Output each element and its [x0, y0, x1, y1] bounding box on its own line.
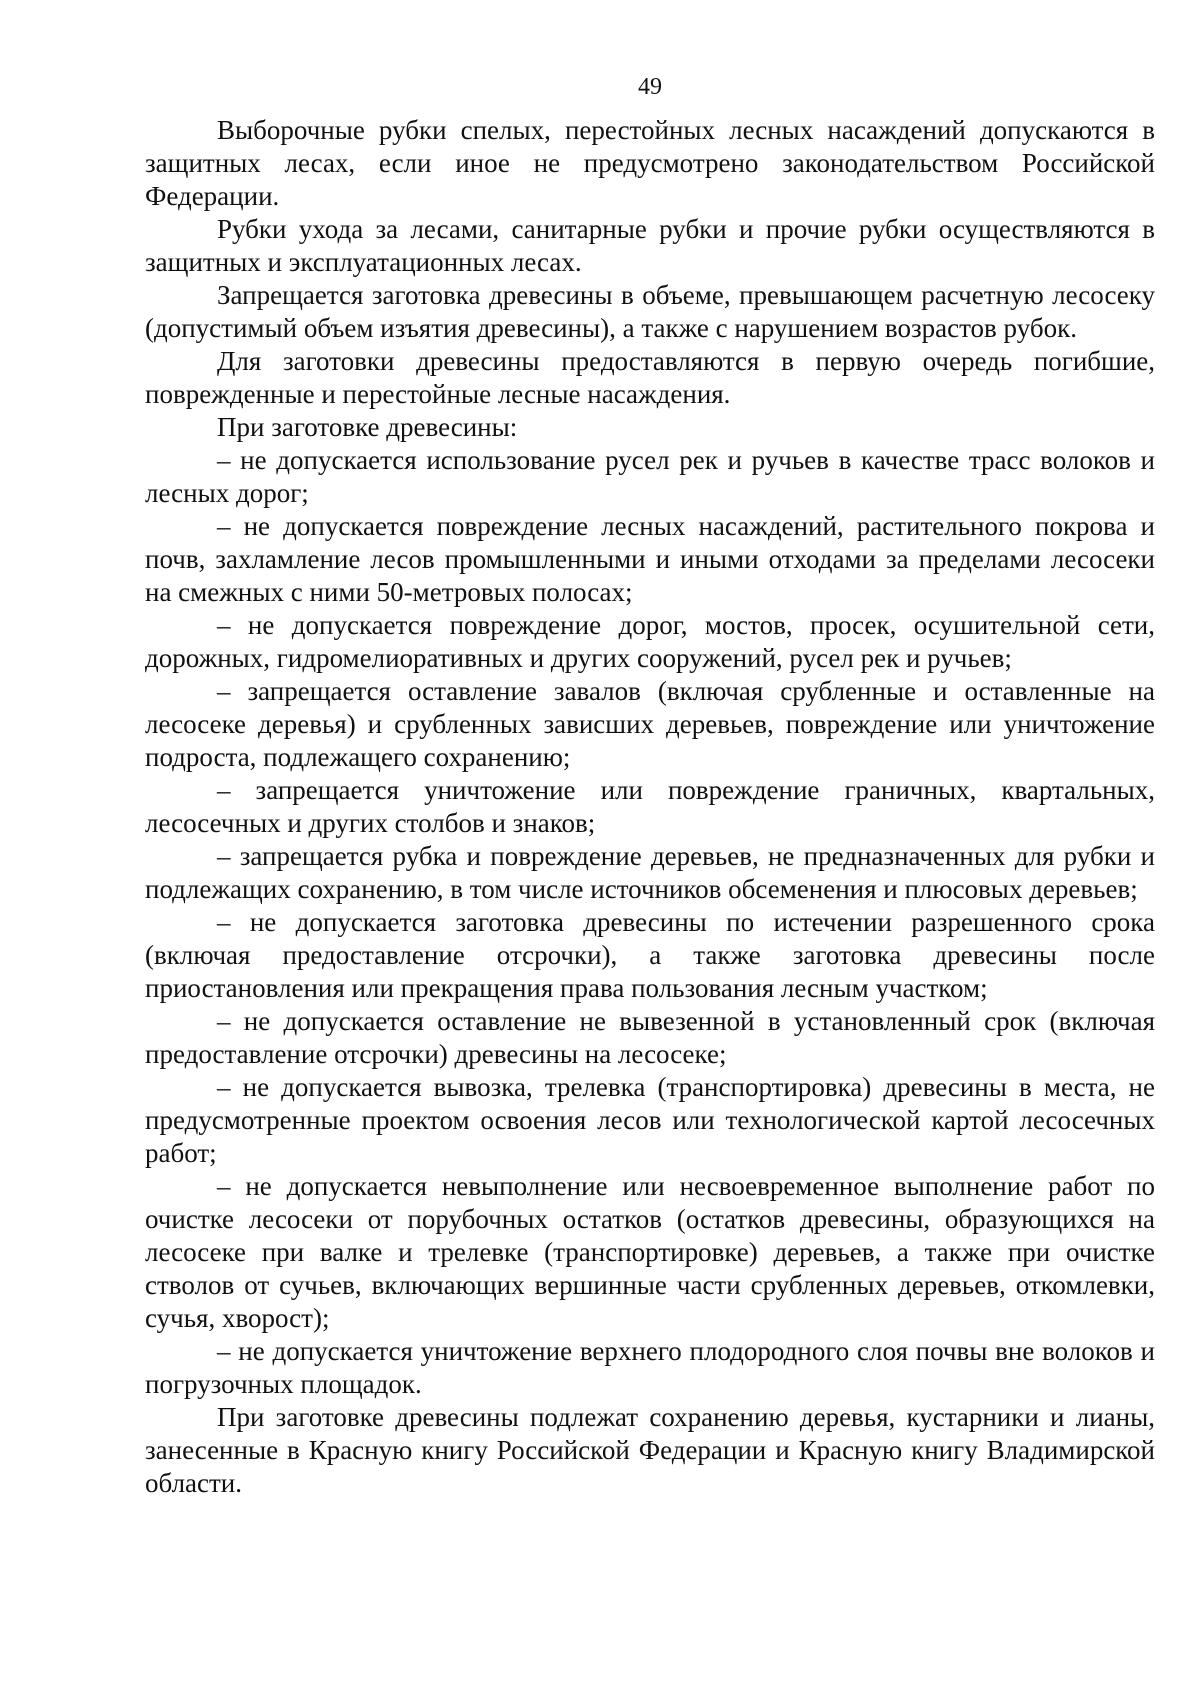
list-item: – не допускается повреждение лесных насаждений, растительного покрова и почв, захламление лесов промышленными и иными отходами за пределами лесосеки на смежных с ними 50-метровых полосах;	[145, 511, 1155, 607]
list-item: – не допускается невыполнение или несвоевременное выполнение работ по очистке лесосеки от порубочных остатков (остатков древесины, образующихся на лесосеке при валке и трелевке (транспортировке) деревьев, а также при очистке стволов от сучьев, включающих вершинные части срубленных деревьев, откомлевки, сучья, хворост);	[145, 1171, 1155, 1333]
list-item: – не допускается оставление не вывезенной в установленный срок (включая предоставление отсрочки) древесины на лесосеке;	[145, 1006, 1155, 1069]
list-item: – не допускается повреждение дорог, мостов, просек, осушительной сети, дорожных, гидромелиоративных и других сооружений, русел рек и ручьев;	[145, 610, 1155, 673]
paragraph: При заготовке древесины подлежат сохранению деревья, кустарники и лианы, занесенные в Красную книгу Российской Федерации и Красную книгу Владимирской области.	[145, 1402, 1155, 1498]
list-item: – запрещается оставление завалов (включая срубленные и оставленные на лесосеке деревья) и срубленных зависших деревьев, повреждение или уничтожение подроста, подлежащего сохранению;	[145, 676, 1155, 772]
list-item: – не допускается вывозка, трелевка (транспортировка) древесины в места, не предусмотренные проектом освоения лесов или технологической картой лесосечных работ;	[145, 1072, 1155, 1168]
page-number: 49	[638, 74, 662, 100]
list-item: – не допускается использование русел рек и ручьев в качестве трасс волоков и лесных дорог;	[145, 445, 1155, 508]
paragraph: Запрещается заготовка древесины в объеме, превышающем расчетную лесосеку (допустимый объем изъятия древесины), а также с нарушением возрастов рубок.	[145, 280, 1155, 343]
paragraph: Для заготовки древесины предоставляются в первую очередь погибшие, поврежденные и перестойные лесные насаждения.	[145, 346, 1155, 409]
document-body	[145, 114, 1155, 1500]
list-item: – не допускается уничтожение верхнего плодородного слоя почвы вне волоков и погрузочных площадок.	[145, 1336, 1155, 1399]
list-item: – запрещается уничтожение или повреждение граничных, квартальных, лесосечных и других столбов и знаков;	[145, 775, 1155, 838]
paragraph: При заготовке древесины:	[217, 412, 518, 442]
list-item: – не допускается заготовка древесины по истечении разрешенного срока (включая предоставление отсрочки), а также заготовка древесины после приостановления или прекращения права пользования лесным участком;	[145, 907, 1155, 1003]
paragraph: Рубки ухода за лесами, санитарные рубки и прочие рубки осуществляются в защитных и эксплуатационных лесах.	[145, 214, 1155, 277]
paragraph: Выборочные рубки спелых, перестойных лесных насаждений допускаются в защитных лесах, если иное не предусмотрено законодательством Российской Федерации.	[145, 115, 1155, 211]
list-item: – запрещается рубка и повреждение деревьев, не предназначенных для рубки и подлежащих сохранению, в том числе источников обсеменения и плюсовых деревьев;	[145, 841, 1155, 904]
